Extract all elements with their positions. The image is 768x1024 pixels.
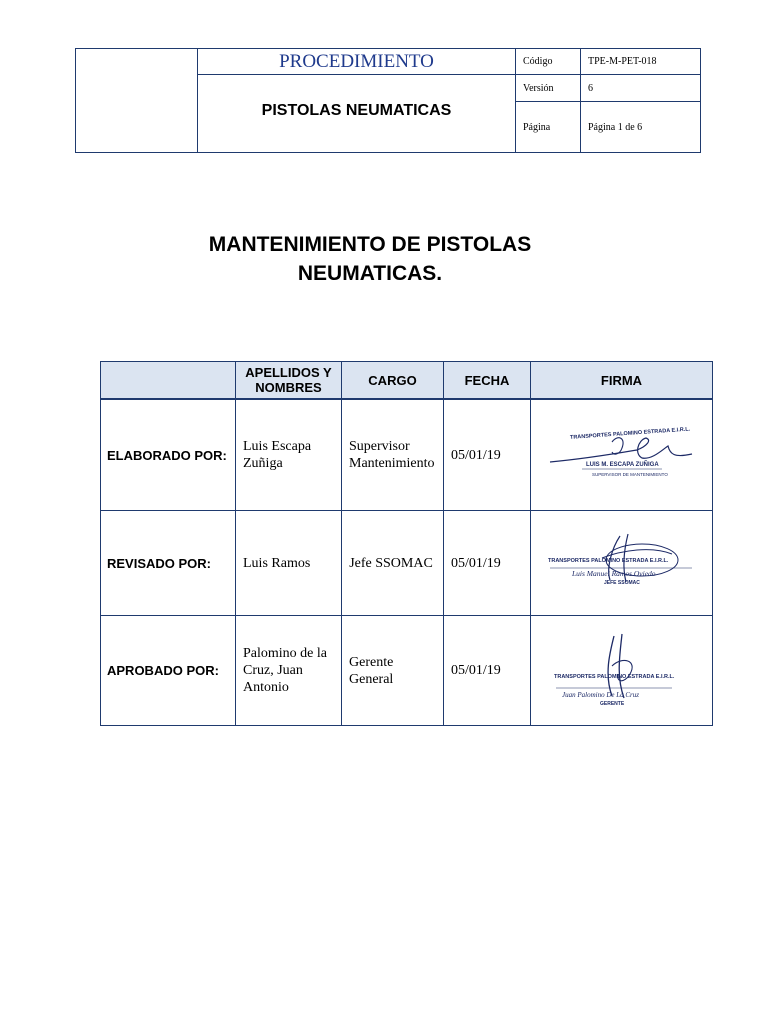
doc-type: PROCEDIMIENTO	[198, 49, 516, 75]
svg-text:LUIS M. ESCAPA ZUÑIGA: LUIS M. ESCAPA ZUÑIGA	[585, 462, 659, 468]
person-name: Luis Ramos	[236, 511, 342, 616]
svg-text:GERENTE: GERENTE	[599, 700, 624, 707]
svg-text:TRANSPORTES PALOMINO ESTRADA E: TRANSPORTES PALOMINO ESTRADA E.I.R.L.	[547, 558, 668, 564]
person-position: Supervisor Mantenimiento	[342, 399, 444, 511]
role-label: APROBADO POR:	[101, 616, 236, 726]
svg-text:TRANSPORTES PALOMINO ESTRADA E: TRANSPORTES PALOMINO ESTRADA E.I.R.L.	[553, 673, 674, 680]
table-row	[101, 511, 713, 616]
person-position: Gerente General	[342, 616, 444, 726]
col-header-name: APELLIDOS Y NOMBRES	[236, 362, 342, 400]
main-title	[150, 230, 590, 288]
col-header-position: CARGO	[342, 362, 444, 400]
person-name: Luis Escapa Zuñiga	[236, 399, 342, 511]
signature-cell	[531, 399, 713, 511]
approval-date: 05/01/19	[444, 616, 531, 726]
svg-text:SUPERVISOR DE MANTENIMIENTO: SUPERVISOR DE MANTENIMIENTO	[591, 472, 668, 477]
role-label: ELABORADO POR:	[101, 399, 236, 511]
page-label: Página	[516, 102, 581, 153]
svg-text:Luis Manuel Ramos Oviedo: Luis Manuel Ramos Oviedo	[571, 569, 656, 578]
col-header-signature: FIRMA	[531, 362, 713, 400]
signature-cell	[531, 511, 713, 616]
approval-date: 05/01/19	[444, 399, 531, 511]
person-name: Palomino de la Cruz, Juan Antonio	[236, 616, 342, 726]
table-row	[101, 616, 713, 726]
col-header-role	[101, 362, 236, 400]
code-value: TPE-M-PET-018	[581, 49, 701, 75]
signature-stamp-image	[542, 528, 702, 598]
col-header-date: FECHA	[444, 362, 531, 400]
document-header	[75, 48, 701, 153]
logo-cell	[76, 49, 198, 153]
doc-title: PISTOLAS NEUMATICAS	[198, 75, 516, 153]
main-title-line2: NEUMATICAS.	[297, 262, 443, 285]
table-row	[101, 399, 713, 511]
svg-text:JEFE SSOMAC: JEFE SSOMAC	[603, 580, 640, 586]
person-position: Jefe SSOMAC	[342, 511, 444, 616]
version-label: Versión	[516, 75, 581, 102]
page-value: Página 1 de 6	[581, 102, 701, 153]
svg-text:TRANSPORTES PALOMINO ESTRADA E: TRANSPORTES PALOMINO ESTRADA E.I.R.L.	[569, 426, 690, 441]
main-title-line1: MANTENIMIENTO DE PISTOLAS	[208, 233, 532, 256]
role-label: REVISADO POR:	[101, 511, 236, 616]
code-label: Código	[516, 49, 581, 75]
signature-stamp-image	[542, 626, 702, 716]
signature-stamp-image	[542, 420, 702, 490]
signature-cell	[531, 616, 713, 726]
approval-table	[100, 361, 713, 726]
version-value: 6	[581, 75, 701, 102]
approval-date: 05/01/19	[444, 511, 531, 616]
svg-text:Juan Palomino De La Cruz: Juan Palomino De La Cruz	[561, 690, 639, 699]
